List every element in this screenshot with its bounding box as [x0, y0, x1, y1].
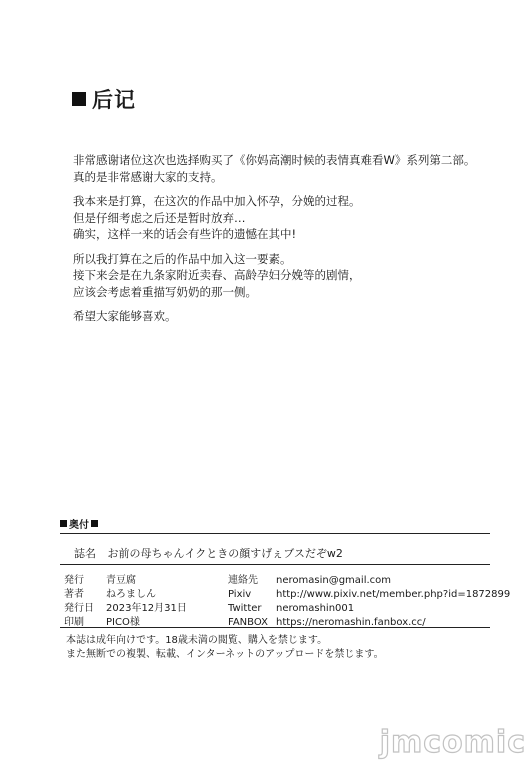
afterword-title: 后记: [92, 88, 136, 112]
afterword-heading: [72, 84, 136, 114]
afterword-paragraph: [73, 251, 513, 301]
divider: [60, 627, 490, 628]
book-title-row: [74, 545, 343, 561]
contact-pixiv-url: http://www.pixiv.net/member.php?id=1872899: [276, 589, 511, 600]
info-row-author: [64, 588, 187, 602]
contact-row-twitter: [228, 602, 510, 616]
afterword-paragraph: [73, 193, 513, 243]
watermark-logo: jmcomic: [379, 725, 526, 760]
afterword-line: 所以我打算在之后的作品中加入这一要素。: [73, 251, 292, 266]
contact-key: FANBOX: [228, 617, 268, 628]
colophon-square-icon: [91, 520, 98, 527]
afterword-paragraph: [73, 152, 513, 185]
publication-info: [64, 574, 187, 630]
colophon-square-icon: [60, 520, 67, 527]
afterword-line: 确实，这样一来的话会有些许的遗憾在其中!: [73, 227, 297, 241]
divider: [60, 533, 490, 534]
afterword-line: 我本来是打算，在这次的作品中加入怀孕，分娩的过程。: [73, 194, 361, 208]
colophon-title: 奥付: [69, 520, 89, 531]
afterword-line: 真的是非常感谢大家的支持。: [73, 169, 223, 184]
contact-twitter: neromashin001: [276, 603, 355, 614]
info-value: PICO様: [106, 617, 140, 628]
legal-notice: [66, 634, 384, 662]
info-key: 発行: [64, 575, 84, 586]
afterword-line: 希望大家能够喜欢。: [73, 309, 177, 323]
heading-square-icon: [72, 92, 86, 106]
afterword-line: 但是仔细考虑之后还是暂时放弃…: [73, 210, 246, 225]
info-row-publisher: [64, 574, 187, 588]
afterword-body: [73, 152, 513, 333]
contact-key: Pixiv: [228, 589, 252, 600]
book-title-label: 誌名: [74, 547, 96, 560]
info-value: ねろましん: [106, 589, 156, 600]
info-row-date: [64, 602, 187, 616]
afterword-line: 非常感谢诸位这次也选择购买了《你妈高潮时候的表情真难看W》系列第二部。: [73, 153, 476, 167]
info-value: 2023年12月31日: [106, 603, 187, 614]
contact-email: neromasin@gmail.com: [276, 575, 392, 586]
contact-key: Twitter: [228, 603, 262, 614]
afterword-line: 接下来会是在九条家附近卖春、高龄孕妇分娩等的剧情，: [73, 268, 361, 282]
info-key: 著者: [64, 589, 84, 600]
notice-line: 本誌は成年向けです。18歳未満の閲覧、購入を禁じます。: [66, 635, 328, 646]
info-value: 青豆腐: [106, 575, 136, 586]
afterword-paragraph: [73, 308, 513, 325]
contact-row-email: [228, 574, 510, 588]
info-key: 印刷: [64, 617, 84, 628]
afterword-line: 应该会考虑着重描写奶奶的那一侧。: [73, 284, 257, 299]
contact-fanbox-url: https://neromashin.fanbox.cc/: [276, 617, 426, 628]
contact-info: [228, 574, 510, 630]
colophon-heading: [60, 516, 98, 531]
divider: [60, 564, 490, 565]
contact-key: 連絡先: [228, 575, 258, 586]
notice-line: また無断での複製、転載、インターネットのアップロードを禁じます。: [66, 649, 384, 660]
contact-row-pixiv: [228, 588, 510, 602]
info-key: 発行日: [64, 603, 94, 614]
book-title: お前の母ちゃんイクときの顔すげぇブスだぞw2: [107, 547, 343, 560]
